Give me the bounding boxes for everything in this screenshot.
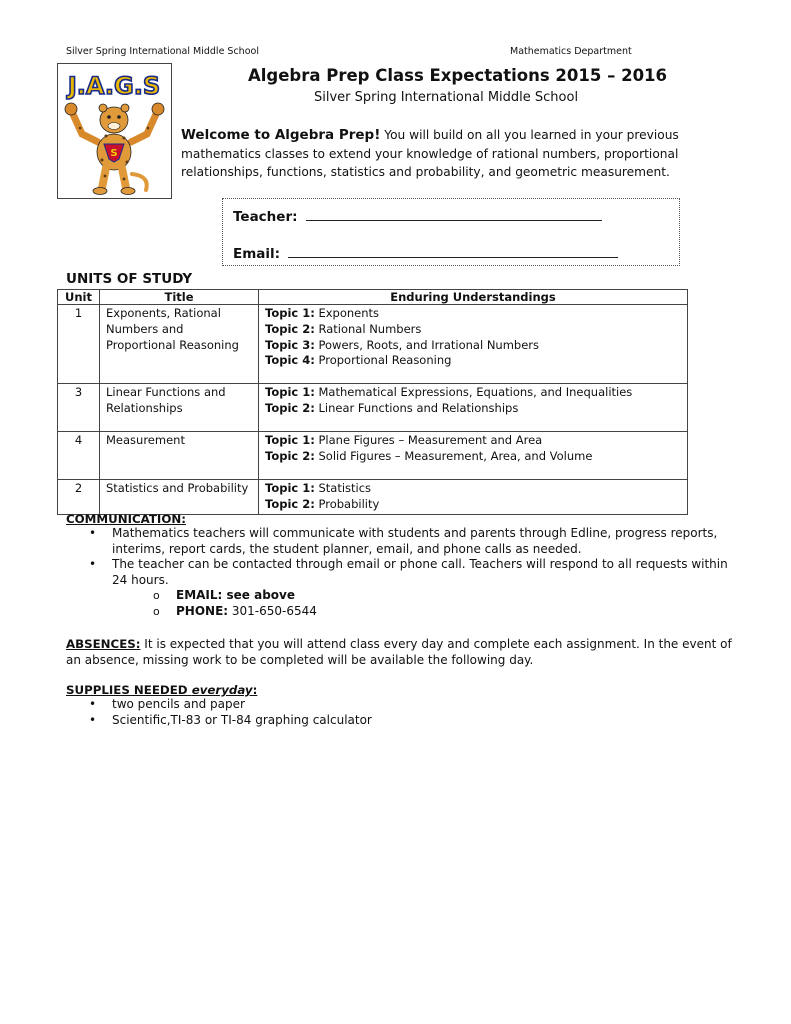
col-title: Title — [100, 290, 259, 305]
table-row — [58, 480, 688, 515]
topic-line: Topic 1: Mathematical Expressions, Equations, and Inequalities — [265, 385, 633, 399]
supplies-list — [65, 697, 746, 728]
header-department: Mathematics Department — [510, 46, 632, 57]
absences-text: It is expected that you will attend class every day and complete each assignment. In the event of an absence, missing work to be completed will be available the following day. — [66, 637, 732, 667]
unit-title: Linear Functions and Relationships — [100, 384, 259, 432]
topic-line: Topic 1: Statistics — [265, 481, 372, 495]
page-title: Algebra Prep Class Expectations 2015 – 2016 — [248, 66, 668, 85]
list-item: • two pencils and paper — [65, 697, 746, 713]
header-school: Silver Spring International Middle School — [66, 46, 259, 57]
list-item: • Mathematics teachers will communicate with students and parents through Edline, progress reports, interims, report cards, the student planner, email, and phone calls as needed. — [65, 526, 746, 557]
email-row — [233, 243, 618, 262]
topic-line: Topic 3: Powers, Roots, and Irrational Numbers — [265, 337, 540, 352]
welcome-lead: Welcome to Algebra Prep! — [181, 127, 381, 143]
topic-line: Topic 2: Probability — [265, 496, 380, 511]
jags-logo — [57, 63, 172, 199]
communication-heading: COMMUNICATION: — [66, 512, 186, 526]
unit-title: Statistics and Probability — [100, 480, 259, 515]
unit-topics — [259, 305, 688, 384]
unit-number: 2 — [58, 480, 100, 515]
absences-paragraph — [66, 637, 734, 668]
email-blank — [288, 243, 618, 258]
contact-methods-list — [66, 588, 746, 619]
teacher-blank — [306, 206, 602, 221]
teacher-row — [233, 206, 602, 225]
topic-line: Topic 2: Solid Figures – Measurement, Area, and Volume — [265, 448, 593, 463]
supplies-section — [66, 683, 746, 728]
svg-text:J.A.G.S: J.A.G.S — [67, 72, 161, 100]
supplies-heading: SUPPLIES NEEDED everyday: — [66, 683, 258, 697]
list-item: • Scientific,TI-83 or TI-84 graphing calculator — [65, 713, 746, 729]
teacher-label: Teacher: — [233, 209, 298, 225]
table-row — [58, 305, 688, 384]
contact-box — [222, 198, 680, 266]
table-row — [58, 384, 688, 432]
table-row — [58, 432, 688, 480]
welcome-text: You will build on all you learned in your previous mathematics classes to extend your knowledge of rational numbers, proportional relationships, functions, statistics and probability, and geometric measurement. — [181, 128, 679, 179]
topic-line: Topic 1: Exponents — [265, 306, 380, 320]
svg-text:S: S — [110, 148, 118, 159]
list-item: • The teacher can be contacted through email or phone call. Teachers will respond to all requests within 24 hours. — [65, 557, 746, 588]
topic-line: Topic 4: Proportional Reasoning — [265, 353, 452, 368]
jaguar-mascot-icon — [58, 64, 171, 198]
topic-line: Topic 2: Linear Functions and Relationships — [265, 400, 519, 415]
absences-heading: ABSENCES: — [66, 637, 141, 651]
unit-number: 3 — [58, 384, 100, 432]
unit-topics — [259, 480, 688, 515]
unit-number: 1 — [58, 305, 100, 384]
topic-line: Topic 1: Plane Figures – Measurement and Area — [265, 433, 543, 447]
communication-list — [65, 526, 746, 588]
page-subtitle: Silver Spring International Middle School — [314, 90, 579, 105]
list-item: o EMAIL: see above — [153, 588, 746, 604]
communication-section — [66, 512, 746, 619]
unit-number: 4 — [58, 432, 100, 480]
col-understandings: Enduring Understandings — [259, 290, 688, 305]
units-table — [57, 289, 688, 515]
topic-line: Topic 2: Rational Numbers — [265, 321, 422, 336]
unit-title: Measurement — [100, 432, 259, 480]
list-item: o PHONE: 301-650-6544 — [153, 604, 746, 620]
unit-topics — [259, 384, 688, 432]
unit-title: Exponents, Rational Numbers and Proportional Reasoning — [100, 305, 259, 384]
col-unit: Unit — [58, 290, 100, 305]
table-header-row — [58, 290, 688, 305]
welcome-paragraph — [181, 126, 721, 182]
unit-topics — [259, 432, 688, 480]
units-heading: UNITS OF STUDY — [66, 271, 193, 287]
email-label: Email: — [233, 246, 281, 262]
